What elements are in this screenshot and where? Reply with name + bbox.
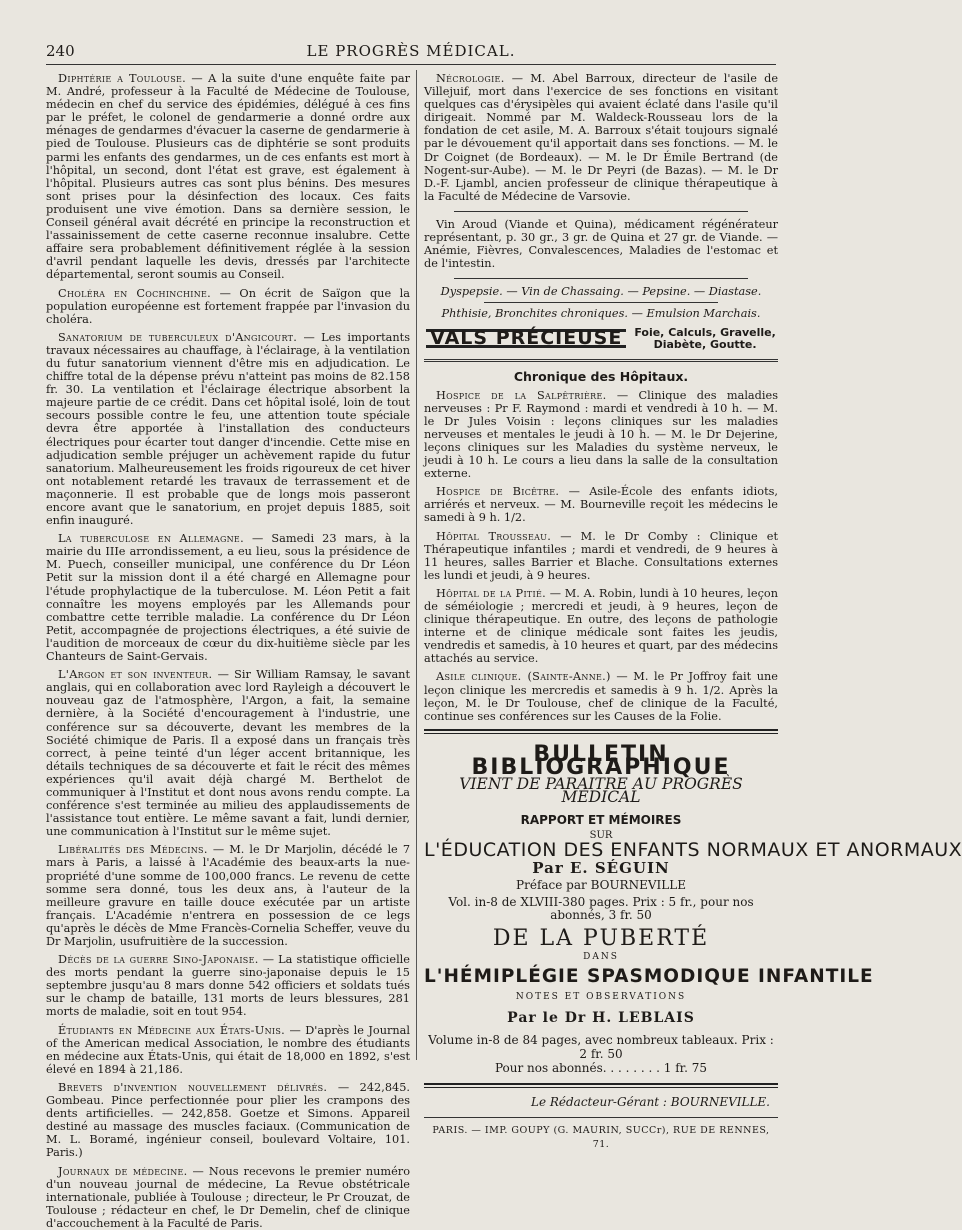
printer-imprint: PARIS. — IMP. GOUPY (G. MAURIN, SUCCr), RUE DE RENNES, 71. xyxy=(432,1125,770,1150)
separator xyxy=(424,359,778,362)
vals-indications: Foie, Calculs, Gravelle, Diabète, Goutte. xyxy=(634,325,776,351)
book2-author: Par le Dr H. LEBLAIS xyxy=(507,1010,695,1027)
news-item-etudiants: Étudiants en Médecine aux États-Unis. — D'après le Journal of the American medical Association, le nombre des étudiants en médecine aux États-Unis, qui était de 18,000 en 1892, s'est élevé en 1894 à 21,186. xyxy=(46,1023,410,1076)
separator xyxy=(424,729,778,734)
book2-dans: DANS xyxy=(583,951,619,962)
news-item-brevets: Brevets d'invention nouvellement délivrés. — 242,845. Gombeau. Pince perfectionnée pour plier les crampons des dents artificielles. — 242,858. Goetze et Simons. Appareil destiné au massage des muscles faciaux. (Communication de M. L. Boramé, ingénieur conseil, boulevard Voltaire, 101. Paris.) xyxy=(46,1080,410,1160)
column-divider xyxy=(416,70,417,1060)
book1-sur: SUR xyxy=(589,830,613,842)
chronique-salpetriere: Hospice de la Salpêtrière. — Clinique des maladies nerveuses : Pr F. Raymond : mardi et vendredi à 10 h. — M. le Dr Jules Voisin : leçons cliniques sur les maladies nerveuses et mentales le jeudi à 10 h. — M. le Dr Dejerine, leçons cliniques sur les Maladies du système nerveux, le jeudi à 10 h. Le cours a lieu dans la salle de la consultation externe. xyxy=(424,388,778,481)
news-item-argon: L'Argon et son inventeur. — Sir William Ramsay, le savant anglais, qui en collaboration avec lord Rayleigh a découvert le nouveau gaz de l'atmosphère, l'Argon, a fait, la semaine dernière, à la Société d'encouragement à l'industrie, une conférence sur sa découverte, devant les membres de la Société chimique de Paris. Il a exposé dans un français très correct, à peine teinté d'un léger accent britannique, les détails techniques de sa découverte et fait le récit des mêmes expériences qu'il avait déjà chargé M. Berthelot de communiquer à l'Institut et dont nous avons rendu compte. La conférence s'est terminée au milieu des applaudissements de l'assistance tout entière. Le même savant a fait, lundi dernier, une communication à l'Institut sur le même sujet. xyxy=(46,668,410,839)
book1-preface: Préface par BOURNEVILLE xyxy=(516,877,686,892)
separator xyxy=(484,302,718,303)
separator xyxy=(424,1117,778,1118)
news-item-journaux: Journaux de médecine. — Nous recevons le premier numéro d'un nouveau journal de médecine, La Revue obstétricale internationale, publiée à Toulouse ; directeur, le Pr Crouzat, de Toulouse ; rédacteur en chef, le Dr Demelin, chef de clinique d'accouchement à la Faculté de Paris. xyxy=(46,1164,410,1230)
book1-rapport: RAPPORT ET MÉMOIRES xyxy=(520,813,682,828)
vin-aroud-ad: Vin Aroud (Viande et Quina), médicament régénérateur représentant, p. 30 gr., 3 gr. de Quina et 27 gr. de Viande. — Anémie, Fièvres, Convalescences, Maladies de l'estomac et de l'intestin. xyxy=(424,217,778,271)
news-item-diphterie: Diphtérie a Toulouse. — A la suite d'une enquête faite par M. André, professeur à la Faculté de Médecine de Toulouse, médecin en chef du service des épidémies, délégué à ces fins par le préfet, le colonel de gendarmerie a donné ordre aux ménages de gendarmes d'évacuer la caserne de gendarmerie à pied de Toulouse. Plusieurs cas de diphtérie se sont produits parmi les enfants des gendarmes, un de ces enfants est mort à l'hôpital, un second, dont l'état est grave, est également à l'hôpital. Plusieurs autres cas sont plus bénins. Des mesures sont prises pour la désinfection des locaux. Ces faits produisent une vive émotion. Dans sa dernière session, le Conseil général avait décrété en principe la reconstruction et l'assainissement de cette caserne reconnue insalubre. Cette affaire sera probablement définitivement réglée à la session d'avril pendant laquelle les devis, dressés par l'architecte départemental, seront soumis au Conseil. xyxy=(46,72,410,282)
dyspepsie-ad: Dyspepsie. — Vin de Chassaing. — Pepsine. — Diastase. xyxy=(440,285,762,299)
chronique-title: Chronique des Hôpitaux. xyxy=(513,368,689,384)
vals-title: VALS PRÉCIEUSE xyxy=(426,329,626,348)
separator xyxy=(454,278,748,279)
separator xyxy=(424,1083,778,1088)
redacteur-gerant: Le Rédacteur-Gérant : BOURNEVILLE. xyxy=(530,1095,770,1110)
journal-title: LE PROGRÈS MÉDICAL. xyxy=(306,42,516,60)
book2-notes: NOTES ET OBSERVATIONS xyxy=(515,992,687,1003)
necrologie: Nécrologie. — M. Abel Barroux, directeur de l'asile de Villejuif, mort dans l'exercice de ses fonctions en visitant quelques cas d'érysipèles qui avaient éclaté dans l'asile qu'il dirigeait. Nommé par M. Waldeck-Rousseau lors de la fondation de cet asile, M. A. Barroux s'était toujours signalé par le dévouement qu'il apportait dans ses fonctions. — M. le Dr Coignet (de Bordeaux). — M. le Dr Émile Bertrand (de Nogent-sur-Aube). — M. le Dr Peyri (de Bazas). — M. le Dr D.-F. Ljambl, ancien professeur de clinique thérapeutique à la Faculté de Médecine de Varsovie. xyxy=(424,72,778,203)
news-item-tuberculose: La tuberculose en Allemagne. — Samedi 23 mars, à la mairie du IIIe arrondissement, a eu lieu, sous la présidence de M. Puech, conseiller municipal, une conférence du Dr Léon Petit sur la mission dont il a été chargé en Allemagne pour l'étude prophylactique de la tuberculose. M. Léon Petit a fait connaître les moyens employés par les Allemands pour combattre cette terrible maladie. La conférence du Dr Léon Petit, accompagnée de projections électriques, a été suivie de l'audition de morceaux de cœur du dix-huitième siècle par les Chanteurs de Saint-Gervais. xyxy=(46,532,410,664)
book1-volume: Vol. in-8 de XLVIII-380 pages. Prix : 5 fr., pour nos abonnés, 3 fr. 50 xyxy=(448,894,754,922)
bulletin-subtitle: VIENT DE PARAITRE AU PROGRÈS MÉDICAL xyxy=(459,775,743,807)
phthisie-ad: Phthisie, Bronchites chroniques. — Emulsion Marchais. xyxy=(441,307,761,321)
book2-title-top: DE LA PUBERTÉ xyxy=(492,925,710,951)
vals-ad xyxy=(424,327,778,351)
book2-title-main: L'HÉMIPLÉGIE SPASMODIQUE INFANTILE xyxy=(424,966,874,988)
chronique-trousseau: Hôpital Trousseau. — M. le Dr Comby : Clinique et Thérapeutique infantiles ; mardi et vendredi, de 9 heures à 11 heures, salles Barrier et Blache. Consultations externes les lundi et jeudi, à 9 heures. xyxy=(424,529,779,582)
news-item-cholera: Choléra en Cochinchine. — On écrit de Saïgon que la population européenne est fortement frappée par l'invasion du choléra. xyxy=(46,286,411,326)
news-item-liberalites: Libéralités des Médecins. — M. le Dr Marjolin, décédé le 7 mars à Paris, a laissé à l'Académie des beaux-arts la nue-propriété d'une somme de 100,000 francs. Le revenu de cette somme sera donné, tous les deux ans, à l'auteur de la meilleure gravure en taille douce exécutée par un artiste français. L'Académie n'entrera en possession de ce legs qu'après le décès de Mme Francès-Cornelia Scheffer, veuve du Dr Marjolin, usufruitière de la succession. xyxy=(46,843,411,948)
chronique-sainte-anne: Asile clinique. (Sainte-Anne.) — M. le Pr Joffroy fait une leçon clinique les mercredis et samedis à 9 h. 1/2. Après la leçon, M. le Dr Toulouse, chef de clinique de la Faculté, continue ses conférences sur les Causes de la Folie. xyxy=(424,670,778,723)
book1-title: L'ÉDUCATION DES ENFANTS NORMAUX ET ANORMAUX xyxy=(424,839,962,862)
page-header xyxy=(46,40,776,65)
right-column xyxy=(424,72,962,1150)
chronique-bicetre: Hospice de Bicêtre. — Asile-École des enfants idiots, arriérés et nerveux. — M. Bourneville reçoit les médecins le samedi à 9 h. 1/2. xyxy=(424,485,778,525)
news-item-sanatorium: Sanatorium de tuberculeux d'Angicourt. — Les importants travaux nécessaires au chauffage, à l'éclairage, à la ventilation du futur sanatorium viennent d'être mis en adjudication. Le chiffre total de la dépense prévu n'atteint pas moins de 82.158 fr. 30. La ventilation et l'éclairage électrique absorbent la majeure partie de ce crédit. Dans cet hôpital isolé, loin de tout secours possible contre le feu, une attention toute spéciale devra être apportée à l'installation des conducteurs électriques pour écarter tout danger d'incendie. Cette mise en adjudication semble préjuger un achèvement rapide du futur sanatorium. Malheureusement les froids rigoureux de cet hiver ont notablement retardé les travaux de terrassement et de maçonnerie. Il est probable que de longs mois passeront encore avant que le sanatorium, en projet depuis 1885, soit enfin inauguré. xyxy=(46,330,411,528)
book2-volume: Volume in-8 de 84 pages, avec nombreux tableaux. Prix : 2 fr. 50 Pour nos abonnés. . . . . . . . 1 fr. 75 xyxy=(428,1033,774,1076)
left-column xyxy=(46,72,411,1230)
news-item-deces-guerre: Décès de la guerre Sino-Japonaise. — La statistique officielle des morts pendant la guerre sino-japonaise depuis le 15 septembre jusqu'au 8 mars donne 542 officiers et soldats tués sur le champ de bataille, 131 morts de leurs blessures, 281 morts de maladie, soit en tout 954. xyxy=(46,953,410,1019)
separator xyxy=(454,211,748,212)
page-number: 240 xyxy=(46,42,75,60)
book1-author: Par E. SÉGUIN xyxy=(532,858,670,877)
bulletin-title: BULLETIN BIBLIOGRAPHIQUE xyxy=(471,741,731,780)
chronique-pitie: Hôpital de la Pitié. — M. A. Robin, lundi à 10 heures, leçon de séméiologie ; mercredi et jeudi, à 9 heures, leçon de clinique thérapeutique. En outre, des leçons de pathologie interne et de clinique médicale sont faites les jeudis, vendredis et samedis, à 10 heures et quart, par des médecins attachés au service. xyxy=(424,586,779,666)
